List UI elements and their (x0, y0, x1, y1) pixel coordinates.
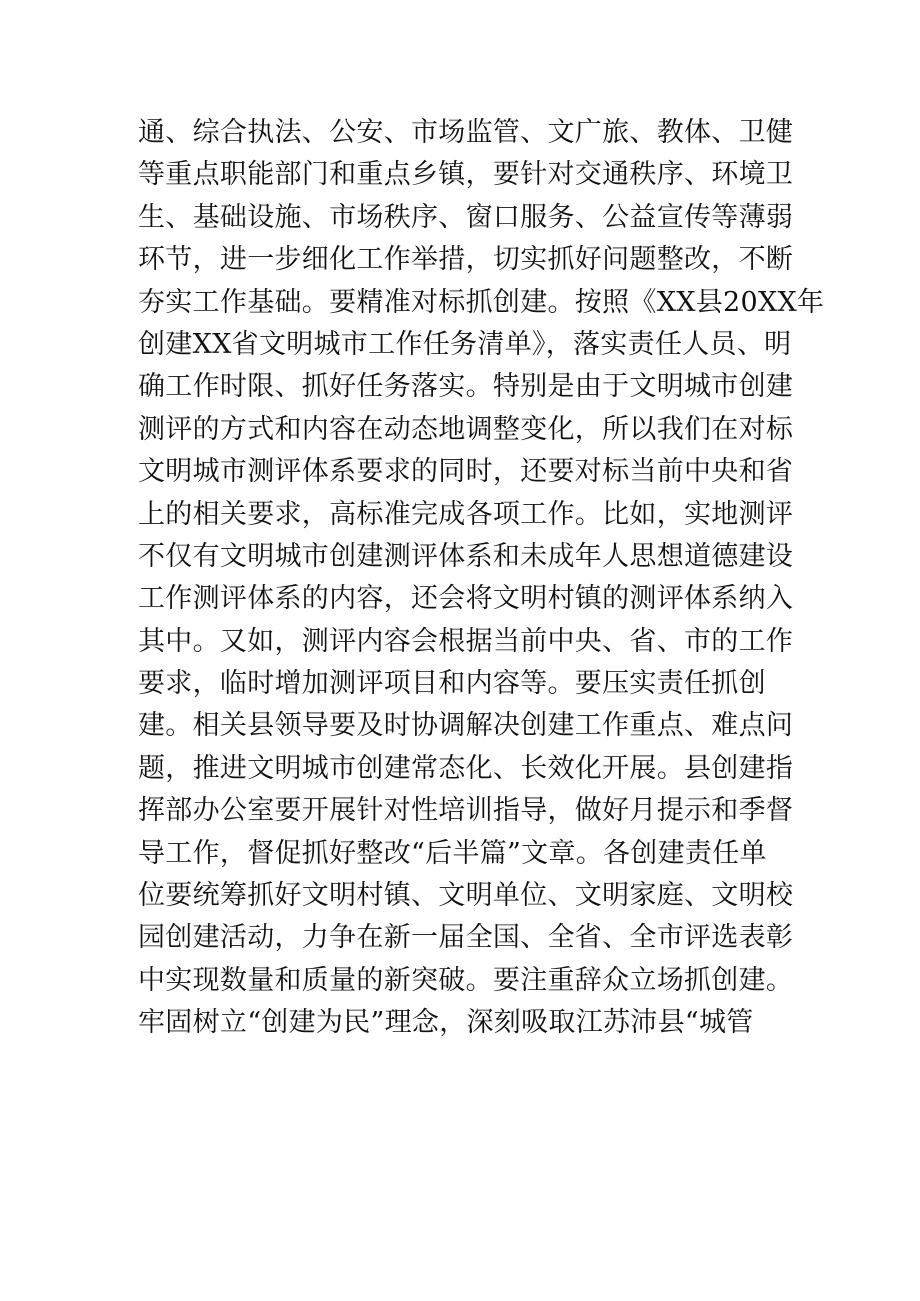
text-line-22: 牢固树立“创建为民”理念，深刻吸取江苏沛县“城管 (138, 1007, 754, 1039)
text-line-18: 导工作，督促抓好整改“后半篇”文章。各创建责任单 (138, 837, 767, 869)
text-line-12: 工作测评体系的内容，还会将文明村镇的测评体系纳入 (138, 583, 794, 615)
text-line-9: 文明城市测评体系要求的同时，还要对标当前中央和省 (138, 456, 794, 488)
text-line-5: 夯实工作基础。要精准对标抓创建。按照《XX县20XX年 (138, 286, 825, 318)
text-line-20: 园创建活动，力争在新一届全国、全省、全市评选表彰 (138, 922, 794, 954)
text-line-2: 等重点职能部门和重点乡镇，要针对交通秩序、环境卫 (138, 159, 794, 191)
text-line-16: 题，推进文明城市创建常态化、长效化开展。县创建指 (138, 752, 794, 784)
text-line-4: 环节，进一步细化工作举措，切实抓好问题整改，不断 (138, 244, 794, 276)
text-line-11: 不仅有文明城市创建测评体系和未成年人思想道德建设 (138, 540, 794, 572)
text-line-8: 测评的方式和内容在动态地调整变化，所以我们在对标 (138, 413, 794, 445)
text-line-6: 创建XX省文明城市工作任务清单》，落实责任人员、明 (138, 328, 792, 360)
text-line-10: 上的相关要求，高标准完成各项工作。比如，实地测评 (138, 498, 794, 530)
text-line-7: 确工作时限、抓好任务落实。特别是由于文明城市创建 (138, 371, 794, 403)
text-line-19: 位要统筹抓好文明村镇、文明单位、文明家庭、文明校 (138, 880, 794, 912)
text-line-17: 挥部办公室要开展针对性培训指导，做好月提示和季督 (138, 795, 794, 827)
body-paragraph (138, 112, 825, 1045)
text-line-1: 通、综合执法、公安、市场监管、文广旅、教体、卫健 (138, 117, 794, 148)
text-line-14: 要求，临时增加测评项目和内容等。要压实责任抓创 (138, 668, 766, 700)
text-line-13: 其中。又如，测评内容会根据当前中央、省、市的工作 (138, 625, 794, 657)
text-line-21: 中实现数量和质量的新突破。要注重辞众立场抓创建。 (138, 964, 794, 996)
text-line-3: 生、基础设施、市场秩序、窗口服务、公益宣传等薄弱 (138, 201, 794, 233)
text-line-15: 建。相关县领导要及时协调解决创建工作重点、难点问 (138, 710, 794, 742)
